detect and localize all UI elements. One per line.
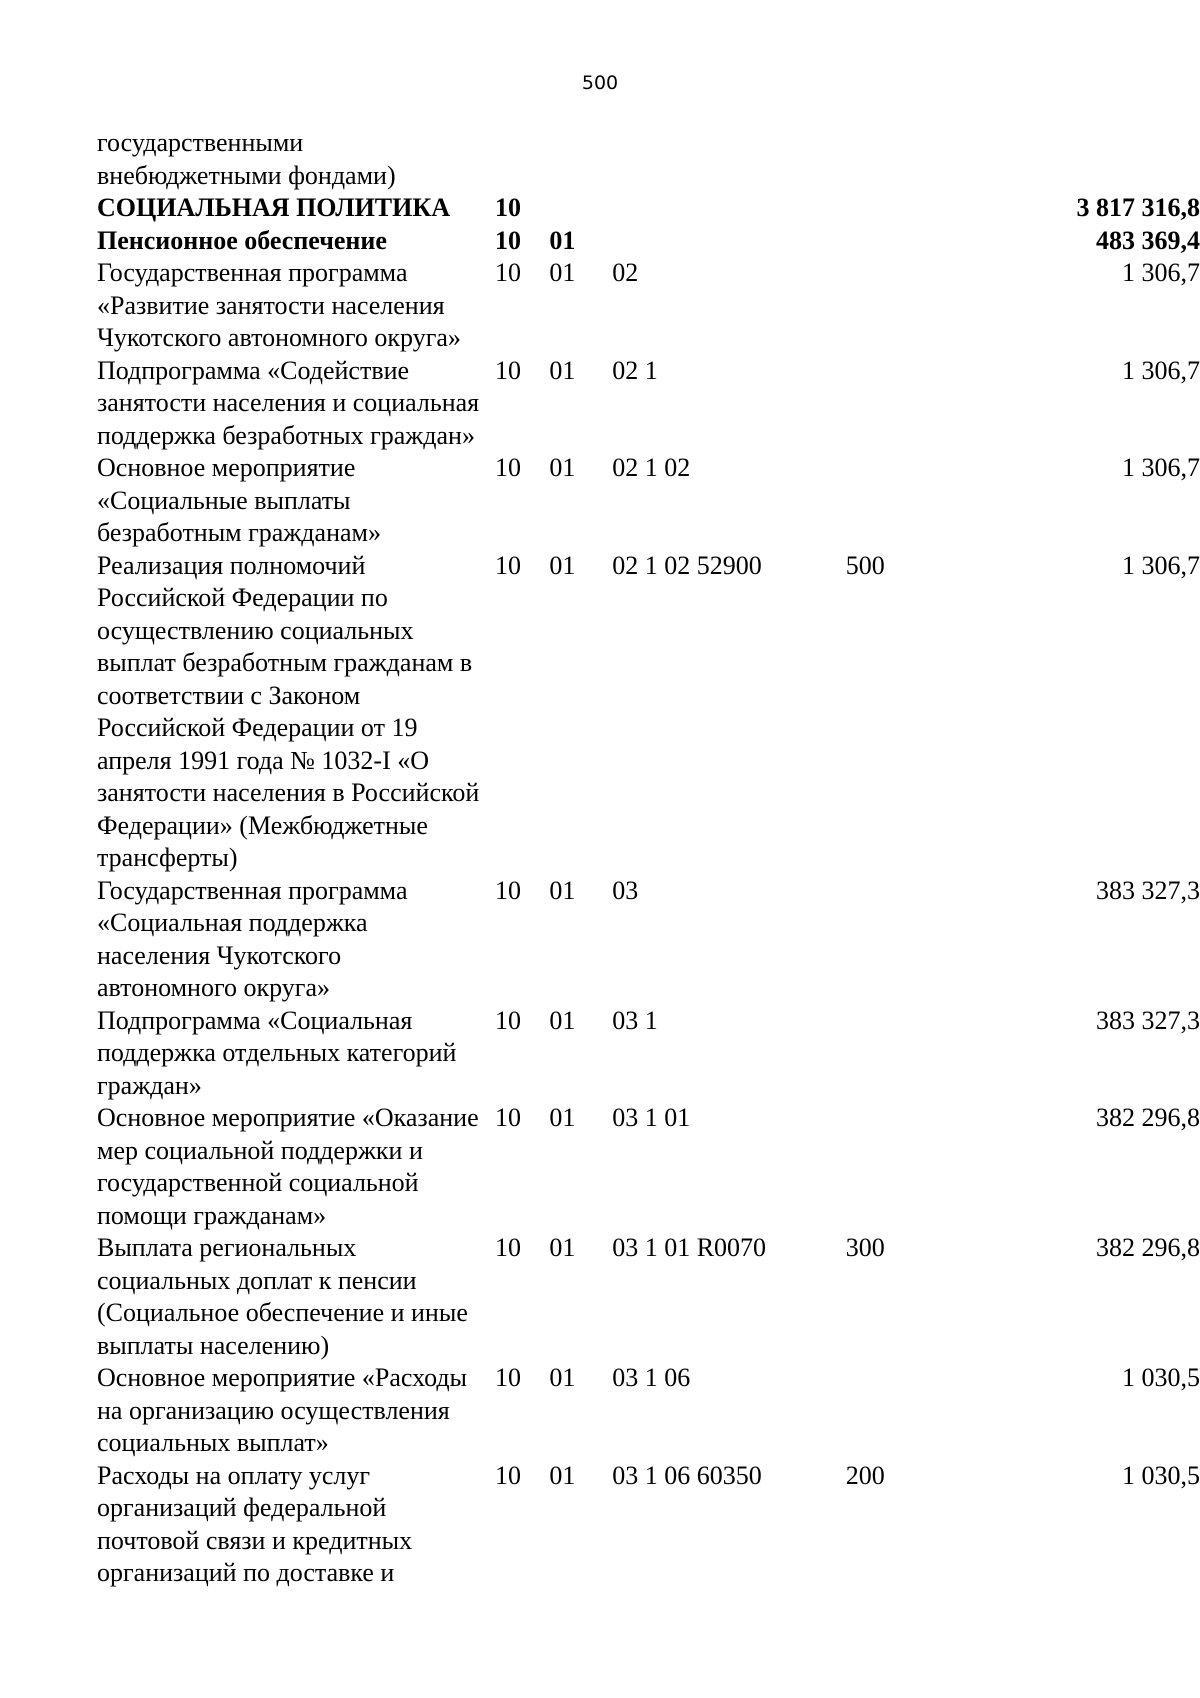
subsection-code: 01	[549, 1363, 576, 1392]
subsection-code: 01	[549, 1460, 576, 1490]
expense-type-code	[846, 225, 924, 258]
expense-type-code	[846, 1102, 924, 1232]
section-code: 10	[494, 1233, 521, 1262]
expense-type-code	[846, 1362, 924, 1460]
amount: 1 306,7	[1122, 355, 1200, 385]
line-item-name: государственными внебюджетными фондами)	[97, 128, 396, 190]
section-code	[495, 127, 549, 192]
amount: 1 030,5	[1122, 1363, 1200, 1392]
section-code: 10	[494, 193, 521, 222]
line-item-name: Реализация полномочий Российской Федерации по осуществлению социальных выплат безработным гражданам в соответствии с Законом Российской Федерации от 19 апреля 1991 года № 1032-I «О занятости населения в Российской Федерации» (Межбюджетные трансферты)	[97, 550, 480, 872]
table-row	[97, 875, 1200, 1005]
table-row	[97, 257, 1200, 355]
subsection-code: 01	[549, 550, 576, 580]
line-item-name: Государственная программа «Развитие занятости населения Чукотского автономного округа»	[97, 258, 461, 352]
section-code: 10	[494, 875, 521, 905]
target-article-code: 02 1 02 52900	[612, 550, 762, 580]
target-article-code: 02 1 02	[612, 453, 691, 482]
line-item-name: Основное мероприятие «Оказание мер социальной поддержки и государственной социальной помощи гражданам»	[97, 1103, 479, 1230]
subsection-code: 01	[549, 225, 576, 255]
table-row	[97, 192, 1200, 225]
section-code: 10	[494, 453, 521, 482]
target-article-code	[612, 192, 846, 225]
page-number: 500	[581, 72, 619, 94]
amount: 1 306,7	[1122, 258, 1200, 287]
target-article-code: 03 1	[612, 1005, 658, 1035]
expense-type-code	[846, 452, 924, 550]
target-article-code: 03 1 01	[612, 1103, 691, 1132]
budget-table	[97, 127, 1200, 1590]
subsection-code: 01	[549, 1005, 576, 1035]
line-item-name: Основное мероприятие «Социальные выплаты безработным гражданам»	[97, 453, 381, 547]
table-row	[97, 550, 1200, 875]
amount: 1 306,7	[1122, 550, 1200, 580]
expense-type-code: 500	[845, 550, 885, 580]
amount: 382 296,8	[1096, 1103, 1200, 1132]
subsection-code: 01	[549, 875, 576, 905]
line-item-name: Выплата региональных социальных доплат к пенсии (Социальное обеспечение и иные выплаты населению)	[97, 1233, 468, 1360]
target-article-code: 03	[612, 875, 639, 905]
section-code: 10	[494, 355, 521, 385]
target-article-code: 02 1	[612, 355, 658, 385]
table-row	[97, 127, 1200, 192]
table-row	[97, 1102, 1200, 1232]
amount	[924, 127, 1200, 192]
line-item-name: Подпрограмма «Содействие занятости населения и социальная поддержка безработных граждан»	[97, 355, 480, 450]
amount: 3 817 316,8	[1076, 193, 1200, 222]
expense-type-code: 200	[845, 1460, 885, 1490]
table-row	[97, 1362, 1200, 1460]
section-code: 10	[494, 1103, 521, 1132]
expense-type-code	[846, 875, 924, 1005]
subsection-code: 01	[549, 453, 576, 482]
target-article-code	[612, 225, 846, 258]
subsection-code: 01	[549, 258, 576, 287]
section-code: 10	[494, 550, 521, 580]
expense-type-code	[846, 192, 924, 225]
line-item-name: Государственная программа «Социальная поддержка населения Чукотского автономного округа»	[97, 875, 408, 1002]
table-row	[97, 1460, 1200, 1590]
budget-rows	[97, 127, 1200, 1590]
amount: 382 296,8	[1096, 1233, 1200, 1262]
table-row	[97, 1005, 1200, 1103]
table-row	[97, 355, 1200, 453]
expense-type-code	[846, 127, 924, 192]
section-code: 10	[494, 225, 521, 255]
amount: 383 327,3	[1096, 1005, 1200, 1035]
line-item-name: Пенсионное обеспечение	[97, 225, 387, 255]
subsection-code: 01	[549, 1103, 576, 1132]
expense-type-code	[846, 257, 924, 355]
target-article-code: 02	[612, 258, 639, 287]
line-item-name: Расходы на оплату услуг организаций федеральной почтовой связи и кредитных организаций по доставке и	[97, 1460, 413, 1587]
amount: 383 327,3	[1096, 875, 1200, 905]
amount: 1 306,7	[1122, 453, 1200, 482]
target-article-code	[612, 127, 846, 192]
table-row	[97, 1232, 1200, 1362]
amount: 483 369,4	[1096, 225, 1200, 255]
subsection-code	[549, 192, 612, 225]
section-code: 10	[494, 258, 521, 287]
amount: 1 030,5	[1122, 1460, 1200, 1490]
expense-type-code	[846, 1005, 924, 1103]
expense-type-code	[846, 355, 924, 453]
line-item-name: Подпрограмма «Социальная поддержка отдельных категорий граждан»	[97, 1005, 457, 1100]
subsection-code	[549, 127, 612, 192]
section-code: 10	[494, 1460, 521, 1490]
line-item-name: Основное мероприятие «Расходы на организацию осуществления социальных выплат»	[97, 1363, 468, 1457]
table-row	[97, 452, 1200, 550]
table-row	[97, 225, 1200, 258]
target-article-code: 03 1 01 R0070	[612, 1233, 767, 1262]
section-code: 10	[494, 1005, 521, 1035]
section-code: 10	[494, 1363, 521, 1392]
subsection-code: 01	[549, 1233, 576, 1262]
line-item-name: СОЦИАЛЬНАЯ ПОЛИТИКА	[97, 193, 451, 222]
target-article-code: 03 1 06 60350	[612, 1460, 762, 1490]
subsection-code: 01	[549, 355, 576, 385]
expense-type-code: 300	[845, 1233, 885, 1262]
target-article-code: 03 1 06	[612, 1363, 691, 1392]
